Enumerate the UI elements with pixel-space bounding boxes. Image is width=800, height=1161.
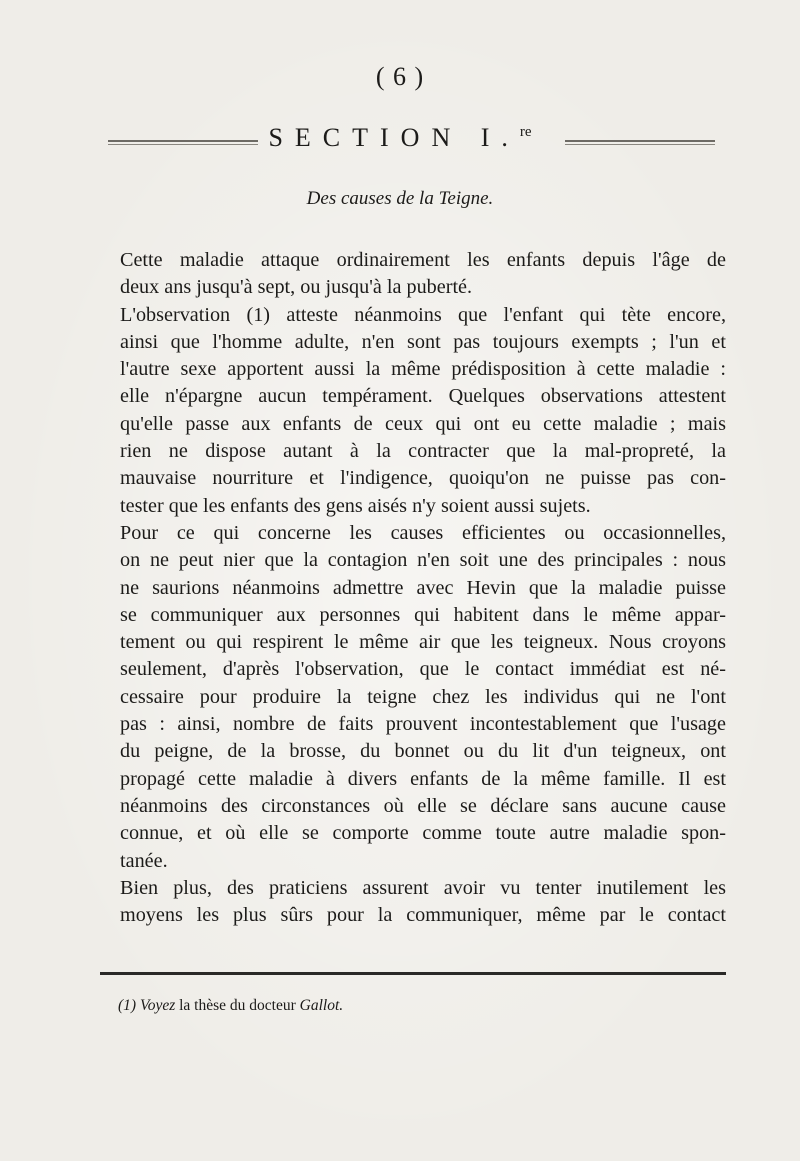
text-line: connue, et où elle se comporte comme toute autre maladie spon- <box>120 822 726 845</box>
paragraph <box>100 302 726 520</box>
text-line: Cette maladie attaque ordinairement les enfants depuis l'âge de <box>120 249 726 271</box>
text-line: L'observation (1) atteste néanmoins que l'enfant qui tète encore, <box>120 303 726 326</box>
page-number: ( 6 ) <box>375 62 425 91</box>
section-subtitle: Des causes de la Teigne. <box>306 188 494 209</box>
text-line: tanée. <box>120 849 168 872</box>
text-line: néanmoins des circonstances où elle se déclare sans aucune cause <box>120 794 726 817</box>
section-title: SECTION I. <box>268 123 520 152</box>
text-line: tement ou qui respirent le même air que les teigneux. Nous croyons <box>120 631 726 654</box>
text-line: elle n'épargne aucun tempérament. Quelques observations attestent <box>120 385 726 408</box>
text-line: on ne peut nier que la contagion n'en soit une des principales : nous <box>120 549 726 572</box>
text-line: propagé cette maladie à divers enfants de la même famille. Il est <box>120 767 726 790</box>
text-line: se communiquer aux personnes qui habitent dans le même appar- <box>120 603 726 626</box>
footnote <box>118 997 718 1015</box>
text-line: seulement, d'après l'observation, que le contact immédiat est né- <box>120 658 726 681</box>
paragraph <box>100 875 726 930</box>
text-line: ne saurions néanmoins admettre avec Hevin que la maladie puisse <box>120 576 726 599</box>
text-line: Pour ce qui concerne les causes efficientes ou occasionnelles, <box>120 521 726 544</box>
paragraph <box>100 520 726 875</box>
text-line: l'autre sexe apportent aussi la même prédisposition à cette maladie : <box>120 358 726 381</box>
footnote-text: la thèse du docteur <box>175 997 300 1014</box>
paragraph <box>100 247 726 302</box>
section-heading <box>0 123 800 153</box>
text-line: du peigne, de la brosse, du bonnet ou du lit d'un teigneux, ont <box>120 740 726 763</box>
footnote-rule <box>100 972 726 975</box>
text-line: tester que les enfants des gens aisés n'y soient aussi sujets. <box>120 494 591 517</box>
text-line: ainsi que l'homme adulte, n'en sont pas toujours exempts ; l'un et <box>120 330 726 353</box>
section-superscript: re <box>519 124 532 140</box>
text-line: qu'elle passe aux enfants de ceux qui ont eu cette maladie ; mais <box>120 412 726 435</box>
text-line: deux ans jusqu'à sept, ou jusqu'à la puberté. <box>120 276 473 299</box>
footnote-author: Gallot. <box>299 997 344 1014</box>
text-line: mauvaise nourriture et l'indigence, quoiqu'on ne puisse pas con- <box>120 467 726 490</box>
text-line: moyens les plus sûrs pour la communiquer, même par le contact <box>120 904 726 927</box>
footnote-voyez: Voyez <box>139 997 176 1014</box>
text-line: pas : ainsi, nombre de faits prouvent incontestablement que l'usage <box>120 713 726 736</box>
footnote-marker: (1) <box>118 997 137 1014</box>
text-line: rien ne dispose autant à la contracter que la mal-propreté, la <box>120 440 726 463</box>
body-text <box>100 247 726 929</box>
text-line: Bien plus, des praticiens assurent avoir vu tenter inutilement les <box>120 876 726 899</box>
text-line: cessaire pour produire la teigne chez les individus qui ne l'ont <box>120 685 726 708</box>
